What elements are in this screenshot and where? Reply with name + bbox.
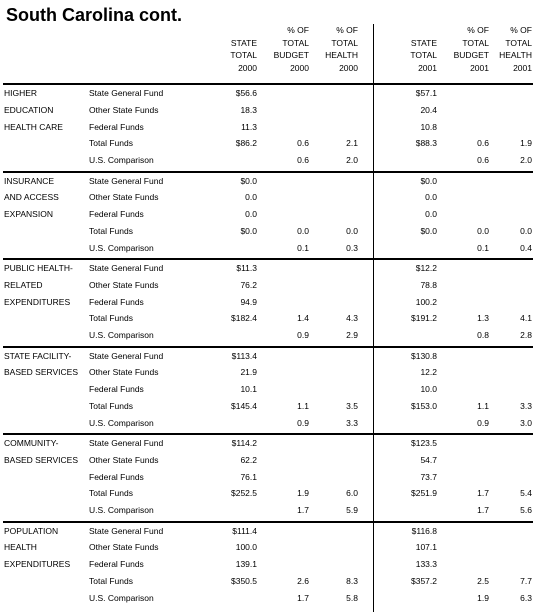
table-row-other-state-funds (0, 277, 536, 294)
cell-state-total-2000: $145.4 (231, 400, 257, 411)
cell-pct-health-2000: 5.8 (346, 592, 358, 603)
cell-state-total-2001: 0.0 (425, 192, 437, 203)
column-header-state-total-2001: STATE TOTAL 2001 (410, 37, 437, 73)
section-label-line: HEALTH CARE (4, 121, 63, 132)
cell-pct-budget-2001: 1.1 (477, 400, 489, 411)
cell-state-total-2000: $0.0 (240, 175, 257, 186)
fund-label: State General Fund (89, 263, 164, 273)
section-label-line: BASED SERVICES (4, 454, 79, 465)
cell-pct-budget-2000: 1.7 (297, 592, 309, 603)
table-row-us-comparison (0, 415, 536, 432)
fund-label: Federal Funds (89, 209, 144, 220)
table-row-us-comparison (0, 327, 536, 344)
cell-pct-health-2000: 3.5 (346, 400, 358, 411)
cell-pct-budget-2001: 0.9 (477, 417, 489, 428)
section-label-line: COMMUNITY- (4, 438, 59, 448)
cell-pct-health-2000: 0.3 (346, 242, 358, 253)
table-row-other-state-funds (0, 189, 536, 206)
cell-state-total-2000: $0.0 (240, 225, 257, 236)
page-title: South Carolina cont. (6, 5, 183, 25)
fund-label: Total Funds (89, 138, 133, 149)
cell-pct-health-2000: 2.0 (346, 155, 358, 166)
cell-state-total-2001: $116.8 (411, 525, 437, 536)
section-label-line: AND ACCESS (4, 192, 59, 203)
cell-pct-budget-2000: 1.1 (297, 400, 309, 411)
cell-state-total-2000: 94.9 (240, 296, 257, 307)
cell-state-total-2001: $123.5 (411, 438, 437, 448)
cell-state-total-2000: 10.1 (240, 384, 257, 395)
cell-pct-health-2001: 0.4 (520, 242, 532, 253)
cell-state-total-2001: 133.3 (415, 559, 437, 570)
cell-state-total-2001: $357.2 (411, 575, 437, 586)
table-row-us-comparison (0, 152, 536, 169)
cell-pct-budget-2000: 0.9 (297, 417, 309, 428)
table-row-other-state-funds (0, 102, 536, 119)
fund-label: State General Fund (89, 525, 164, 536)
cell-pct-budget-2001: 0.6 (477, 155, 489, 166)
cell-state-total-2000: 0.0 (245, 209, 257, 220)
cell-pct-health-2001: 1.9 (520, 138, 532, 149)
table-row-federal-funds (0, 469, 536, 486)
cell-state-total-2000: 0.0 (245, 192, 257, 203)
cell-pct-budget-2001: 1.9 (477, 592, 489, 603)
cell-state-total-2001: $57.1 (415, 88, 437, 98)
fund-label: U.S. Comparison (89, 592, 154, 603)
cell-state-total-2001: 54.7 (420, 454, 437, 465)
table-row-state-general-fund (0, 173, 536, 190)
cell-pct-budget-2001: 0.0 (477, 225, 489, 236)
fund-label: State General Fund (89, 88, 164, 98)
cell-pct-budget-2000: 0.9 (297, 330, 309, 341)
cell-state-total-2001: 107.1 (415, 542, 437, 553)
cell-pct-budget-2001: 1.7 (477, 505, 489, 516)
cell-state-total-2000: $113.4 (231, 350, 257, 361)
fund-label: State General Fund (89, 175, 164, 186)
cell-pct-budget-2000: 1.7 (297, 505, 309, 516)
cell-pct-budget-2001: 2.5 (477, 575, 489, 586)
cell-state-total-2001: $0.0 (420, 225, 437, 236)
cell-state-total-2000: 11.3 (241, 121, 257, 132)
section-label-line: INSURANCE (4, 175, 55, 186)
fund-label: Federal Funds (89, 296, 144, 307)
section-label-line: BASED SERVICES (4, 367, 79, 378)
cell-state-total-2000: $11.3 (236, 263, 257, 273)
cell-state-total-2000: $86.2 (235, 138, 257, 149)
section-label-line: PUBLIC HEALTH- (4, 263, 73, 273)
fund-label: Federal Funds (89, 121, 144, 132)
cell-pct-budget-2001: 1.7 (477, 488, 489, 499)
cell-pct-health-2000: 2.1 (346, 138, 358, 149)
fund-label: U.S. Comparison (89, 242, 154, 253)
cell-state-total-2000: $114.2 (231, 438, 257, 448)
cell-pct-budget-2000: 0.0 (297, 225, 309, 236)
cell-state-total-2001: 10.0 (420, 384, 437, 395)
fund-label: U.S. Comparison (89, 417, 154, 428)
fund-label: Total Funds (89, 575, 133, 586)
cell-pct-health-2001: 2.8 (520, 330, 532, 341)
table-row-total-funds (0, 310, 536, 327)
cell-state-total-2000: $252.5 (231, 488, 257, 499)
cell-state-total-2001: $191.2 (411, 313, 437, 324)
cell-pct-health-2001: 2.0 (520, 155, 532, 166)
cell-pct-budget-2000: 0.1 (297, 242, 309, 253)
cell-state-total-2001: 100.2 (415, 296, 437, 307)
table-row-us-comparison (0, 240, 536, 257)
cell-pct-budget-2001: 0.6 (477, 138, 489, 149)
fund-label: Other State Funds (89, 542, 159, 553)
section-label-line: EXPENDITURES (4, 296, 71, 307)
cell-pct-health-2001: 7.7 (520, 575, 532, 586)
cell-state-total-2000: 62.2 (240, 454, 257, 465)
fund-label: State General Fund (89, 438, 164, 448)
cell-pct-health-2001: 3.0 (520, 417, 532, 428)
section-label-line: EDUCATION (4, 104, 54, 115)
table-row-us-comparison (0, 590, 536, 607)
table-row-state-general-fund (0, 348, 536, 365)
cell-pct-health-2001: 6.3 (520, 592, 532, 603)
table-row-federal-funds (0, 294, 536, 311)
cell-pct-budget-2000: 1.9 (297, 488, 309, 499)
section-label-line: RELATED (4, 279, 43, 290)
cell-pct-health-2001: 5.6 (520, 505, 532, 516)
cell-pct-health-2001: 0.0 (520, 225, 532, 236)
fund-label: U.S. Comparison (89, 155, 154, 166)
fund-label: Other State Funds (89, 454, 159, 465)
fund-label: Total Funds (89, 225, 133, 236)
cell-state-total-2000: 21.9 (240, 367, 257, 378)
cell-state-total-2001: $88.3 (415, 138, 437, 149)
fund-label: Federal Funds (89, 471, 144, 482)
cell-pct-budget-2001: 0.1 (477, 242, 489, 253)
cell-state-total-2000: 139.1 (235, 559, 257, 570)
table-row-state-general-fund (0, 523, 536, 540)
section-label-line: POPULATION (4, 525, 59, 536)
cell-pct-budget-2000: 1.4 (297, 313, 309, 324)
cell-state-total-2001: $0.0 (420, 175, 437, 186)
section-label-line: HIGHER (4, 88, 38, 98)
cell-state-total-2000: $111.4 (232, 525, 257, 536)
table-row-state-general-fund (0, 260, 536, 277)
table-row-federal-funds (0, 119, 536, 136)
section-label-line: EXPENDITURES (4, 559, 71, 570)
fund-label: Total Funds (89, 313, 133, 324)
cell-state-total-2001: 20.4 (420, 104, 437, 115)
column-header-pct-health-2000: % OF TOTAL HEALTH 2000 (325, 25, 358, 73)
cell-state-total-2000: 100.0 (235, 542, 257, 553)
cell-pct-health-2000: 0.0 (346, 225, 358, 236)
cell-pct-budget-2001: 1.3 (477, 313, 489, 324)
table-row-other-state-funds (0, 452, 536, 469)
cell-state-total-2001: $251.9 (411, 488, 437, 499)
fund-label: State General Fund (89, 350, 164, 361)
fund-label: U.S. Comparison (89, 330, 154, 341)
cell-state-total-2001: 73.7 (420, 471, 437, 482)
fund-label: Other State Funds (89, 192, 159, 203)
table-row-total-funds (0, 223, 536, 240)
cell-state-total-2000: 76.1 (240, 471, 257, 482)
cell-state-total-2000: $182.4 (231, 313, 257, 324)
column-header-state-total-2000: STATE TOTAL 2000 (230, 37, 257, 73)
table-row-other-state-funds (0, 364, 536, 381)
column-header-pct-health-2001: % OF TOTAL HEALTH 2001 (499, 25, 532, 73)
table-row-federal-funds (0, 381, 536, 398)
cell-state-total-2001: 12.2 (420, 367, 437, 378)
table-row-total-funds (0, 135, 536, 152)
table-row-total-funds (0, 398, 536, 415)
section-label-line: EXPANSION (4, 209, 53, 220)
fund-label: Federal Funds (89, 384, 144, 395)
cell-pct-health-2000: 2.9 (346, 330, 358, 341)
cell-pct-budget-2001: 0.8 (477, 330, 489, 341)
fund-label: U.S. Comparison (89, 505, 154, 516)
cell-state-total-2000: $350.5 (231, 575, 257, 586)
cell-pct-health-2001: 4.1 (520, 313, 532, 324)
cell-pct-health-2000: 5.9 (346, 505, 358, 516)
cell-pct-health-2000: 6.0 (346, 488, 358, 499)
fund-label: Total Funds (89, 400, 133, 411)
fund-label: Other State Funds (89, 104, 159, 115)
cell-pct-budget-2000: 0.6 (297, 138, 309, 149)
cell-pct-health-2000: 4.3 (346, 313, 358, 324)
cell-state-total-2000: $56.6 (235, 88, 257, 98)
cell-state-total-2001: 0.0 (425, 209, 437, 220)
cell-pct-budget-2000: 2.6 (297, 575, 309, 586)
fund-label: Total Funds (89, 488, 133, 499)
section-label-line: STATE FACILITY- (4, 350, 72, 361)
cell-state-total-2001: $153.0 (411, 400, 437, 411)
fund-label: Other State Funds (89, 279, 159, 290)
cell-pct-health-2001: 5.4 (520, 488, 532, 499)
cell-pct-health-2000: 3.3 (346, 417, 358, 428)
cell-state-total-2000: 18.3 (240, 104, 257, 115)
table-row-state-general-fund (0, 85, 536, 102)
cell-state-total-2001: 78.8 (420, 279, 437, 290)
cell-pct-budget-2000: 0.6 (297, 155, 309, 166)
cell-state-total-2000: 76.2 (240, 279, 257, 290)
cell-state-total-2001: 10.8 (420, 121, 437, 132)
table-row-us-comparison (0, 502, 536, 519)
table-row-total-funds (0, 573, 536, 590)
table-row-total-funds (0, 485, 536, 502)
table-row-federal-funds (0, 556, 536, 573)
table-row-state-general-fund (0, 435, 536, 452)
fund-label: Other State Funds (89, 367, 159, 378)
cell-pct-health-2001: 3.3 (520, 400, 532, 411)
cell-pct-health-2000: 8.3 (346, 575, 358, 586)
section-label-line: HEALTH (4, 542, 37, 553)
column-header-pct-budget-2000: % OF TOTAL BUDGET 2000 (273, 25, 309, 73)
cell-state-total-2001: $130.8 (411, 350, 437, 361)
table-row-other-state-funds (0, 539, 536, 556)
cell-state-total-2001: $12.2 (415, 263, 437, 273)
fund-label: Federal Funds (89, 559, 144, 570)
column-header-pct-budget-2001: % OF TOTAL BUDGET 2001 (453, 25, 489, 73)
table-row-federal-funds (0, 206, 536, 223)
